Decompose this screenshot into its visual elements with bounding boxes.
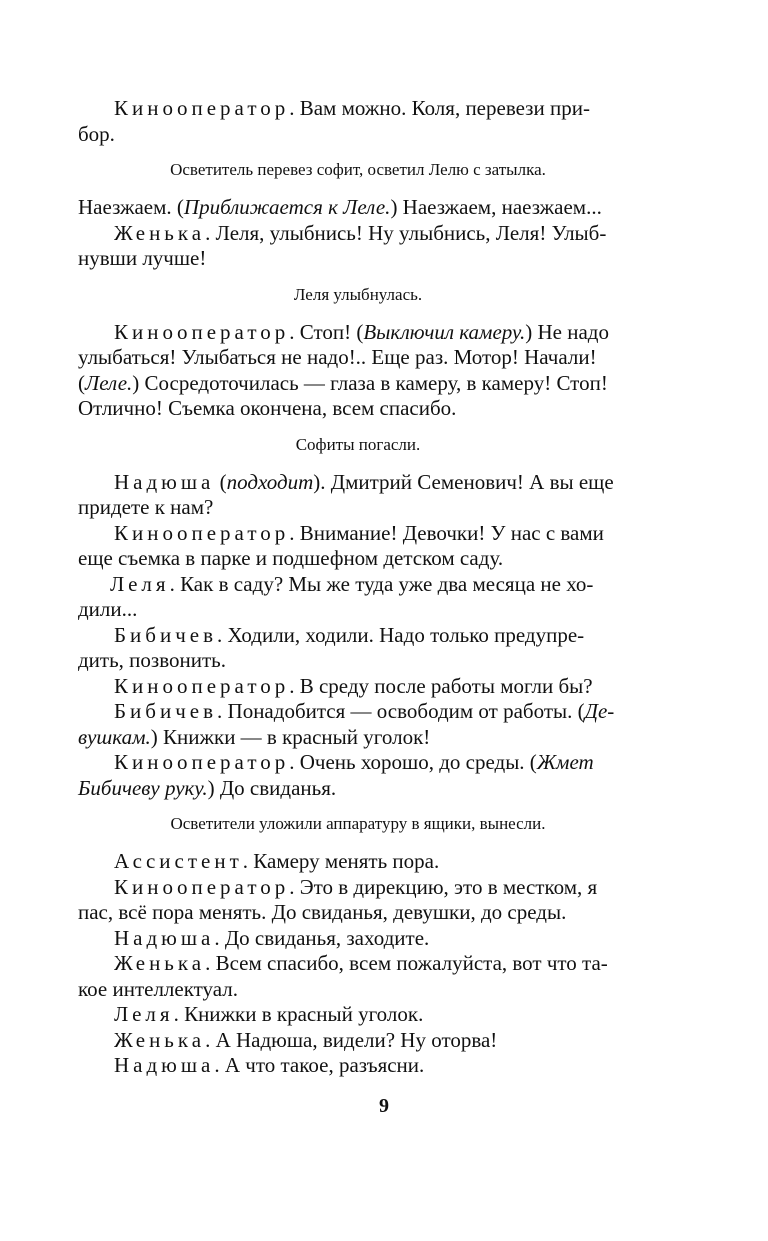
line-text: . Стоп! ( <box>289 319 364 344</box>
line-text: . Всем спасибо, всем пожалуйста, вот что та- <box>205 951 608 975</box>
italic-text: Жмет <box>536 750 594 774</box>
line-text: ) Книжки — в красный уголок! <box>150 724 431 749</box>
text-line <box>78 396 638 422</box>
speaker-name: Женька <box>114 220 206 245</box>
text-line <box>78 900 638 926</box>
text-line <box>78 546 638 572</box>
stage-direction: Софиты погасли. <box>295 434 421 454</box>
text-line <box>78 96 638 122</box>
text-line <box>78 699 638 725</box>
line-text: . А Надюша, видели? Ну оторва! <box>205 1027 498 1052</box>
line-text: . В среду после работы могли бы? <box>289 673 593 698</box>
text-line <box>78 1053 638 1079</box>
text-line <box>78 572 638 598</box>
speaker-name: Ассистент <box>114 849 243 873</box>
line-text: . А что такое, разъясни. <box>214 1053 425 1077</box>
speaker-name: Женька <box>114 951 206 975</box>
speaker-name: Кинооператор <box>114 673 290 698</box>
line-text: придете к нам? <box>78 495 214 519</box>
line-text: ( <box>78 370 85 395</box>
line-text: ) Не надо <box>525 319 609 344</box>
stage-direction: Осветители уложили аппаратуру в ящики, вынесли. <box>170 814 546 833</box>
text-line <box>78 320 638 346</box>
text-line <box>78 1028 638 1054</box>
text-line <box>78 776 638 802</box>
text-line <box>78 750 638 776</box>
text-line <box>78 597 638 623</box>
italic-text: Леле. <box>85 370 133 395</box>
line-text: . Ходили, ходили. Надо только предупре- <box>217 622 585 647</box>
line-text: кое интеллектуал. <box>78 976 239 1001</box>
text-line <box>78 674 638 700</box>
speaker-name: Леля <box>114 1002 174 1026</box>
line-text: . Внимание! Девочки! У нас с вами <box>289 520 604 545</box>
line-text: . Как в саду? Мы же туда уже два месяца не хо- <box>169 571 594 596</box>
speaker-name: Леля <box>110 571 170 596</box>
line-text: еще съемка в парке и подшефном детском саду. <box>78 546 504 570</box>
speaker-name: Надюша <box>114 469 215 494</box>
stage-direction: Осветитель перевез софит, осветил Лелю с затылка. <box>170 160 546 179</box>
text-line <box>78 623 638 649</box>
line-text: ). Дмитрий Семенович! А вы еще <box>313 469 614 494</box>
line-text: ) Сосредоточилась — глаза в камеру, в камеру! Стоп! <box>132 370 608 395</box>
text-line <box>78 849 638 875</box>
line-text: пас, всё пора менять. До свиданья, девушки, до среды. <box>78 900 567 924</box>
text-line <box>78 875 638 901</box>
text-line <box>78 246 638 272</box>
line-text: . Это в дирекцию, это в местком, я <box>289 874 598 899</box>
line-text: Наезжаем. ( <box>78 195 184 219</box>
text-line <box>78 648 638 674</box>
text-line <box>78 345 638 371</box>
italic-text: Бибичеву руку. <box>78 775 208 800</box>
line-text: Отлично! Съемка окончена, всем спасибо. <box>78 396 457 420</box>
text-line <box>78 725 638 751</box>
text-line <box>78 495 638 521</box>
italic-text: подходит <box>226 469 314 494</box>
line-text: ) Наезжаем, наезжаем... <box>390 195 602 219</box>
speaker-name: Женька <box>114 1027 206 1052</box>
text-line <box>78 122 638 148</box>
speaker-name: Бибичев <box>114 622 218 647</box>
line-text: . Леля, улыбнись! Ну улыбнись, Леля! Улыб- <box>205 220 607 245</box>
text-line <box>78 521 638 547</box>
line-text: дили... <box>78 597 138 621</box>
speaker-name: Кинооператор <box>114 874 290 899</box>
italic-text: Де- <box>584 699 615 723</box>
speaker-name: Бибичев <box>114 699 218 723</box>
line-text: . Книжки в красный уголок. <box>173 1002 424 1026</box>
speaker-name: Кинооператор <box>114 96 290 120</box>
line-text: . Понадобится — освободим от работы. ( <box>217 699 585 723</box>
italic-text: Приближается к Леле. <box>183 195 391 219</box>
line-text: нувши лучше! <box>78 246 207 270</box>
line-text: ( <box>214 469 227 494</box>
line-text: . Вам можно. Коля, перевези при- <box>289 96 590 120</box>
speaker-name: Надюша <box>114 1053 215 1077</box>
page-number: 9 <box>379 1095 389 1117</box>
italic-text: вушкам. <box>78 724 151 749</box>
line-text: . Очень хорошо, до среды. ( <box>289 750 537 774</box>
line-text: дить, позвонить. <box>78 648 226 672</box>
speaker-name: Кинооператор <box>114 750 290 774</box>
speaker-name: Кинооператор <box>114 520 290 545</box>
text-line <box>78 470 638 496</box>
text-line <box>78 371 638 397</box>
line-text: бор. <box>78 121 115 146</box>
speaker-name: Надюша <box>114 925 215 950</box>
speaker-name: Кинооператор <box>114 319 290 344</box>
document-page <box>78 96 638 1079</box>
text-line <box>78 1002 638 1028</box>
text-line <box>78 977 638 1003</box>
line-text: ) До свиданья. <box>207 775 337 800</box>
text-line <box>78 221 638 247</box>
line-text: . До свиданья, заходите. <box>214 925 430 950</box>
line-text: улыбаться! Улыбаться не надо!.. Еще раз. Мотор! Начали! <box>78 345 597 369</box>
text-line <box>78 926 638 952</box>
stage-direction: Леля улыбнулась. <box>293 284 423 304</box>
line-text: . Камеру менять пора. <box>242 849 440 873</box>
text-line <box>78 951 638 977</box>
italic-text: Выключил камеру. <box>363 319 526 344</box>
text-line <box>78 195 638 221</box>
